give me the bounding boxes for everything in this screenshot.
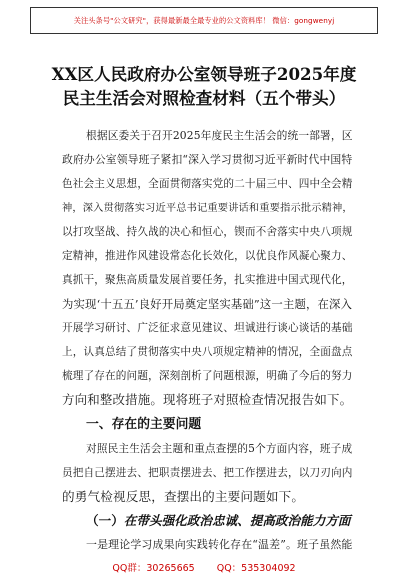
header-banner xyxy=(30,7,378,34)
paragraph-3-line: 一是理论学习成果向实践转化存在“温差”。班子虽然能 xyxy=(86,538,353,551)
subsection-title: 在带头强化政治忠诚、提高政治能力方面 xyxy=(123,513,351,528)
paragraph-1-line: 定精神，推进作风建设常态化长效化，以优良作风凝心聚力、 xyxy=(62,249,353,262)
paragraph-2-line: 员把自己摆进去、把职责摆进去、把工作摆进去，以刀刃向内 xyxy=(62,466,353,479)
paragraph-1-line: 方向和整改措施。现将班子对照检查情况报告如下。 xyxy=(62,392,353,407)
paragraph-1-line: 色社会主义思想，全面贯彻落实党的二十届三中、四中全会精 xyxy=(62,177,353,190)
footer-qq-group: QQ群：30265665 xyxy=(112,563,195,574)
paragraph-1-line: 政府办公室领导班子紧扣“深入学习贯彻习近平新时代中国特 xyxy=(62,153,353,166)
paragraph-2-line: 的勇气检视反思，查摆出的主要问题如下。 xyxy=(62,489,305,504)
paragraph-1-line: 神，深入贯彻落实习近平总书记重要讲话和重要指示批示精神， xyxy=(62,202,353,214)
subsection-number: （一） xyxy=(86,513,124,528)
paragraph-2-line: 对照民主生活会主题和重点查摆的5个方面内容，班子成 xyxy=(86,442,353,455)
paragraph-1-line: 梳理了存在的问题，深刻剖析了问题根源，明确了今后的努力 xyxy=(62,369,353,382)
footer-qq: QQ：535304092 xyxy=(216,563,296,574)
section-heading-1: 一、存在的主要问题 xyxy=(86,417,202,432)
paragraph-1-line: 上，认真总结了贯彻落实中央八项规定精神的情况，全面盘点 xyxy=(62,345,353,358)
document-title-line-1: XX区人民政府办公室领导班子2025年度 xyxy=(51,64,357,84)
header-banner-text: 关注头条号"公文研究"，获得最新最全最专业的公文资料库！ 微信：gongwenyj xyxy=(73,15,335,25)
paragraph-1-line: 以打攻坚战、持久战的决心和恒心，锲而不舍落实中央八项规 xyxy=(62,225,353,238)
paragraph-1-line: 开展学习研讨、广泛征求意见建议、坦诚进行谈心谈话的基础 xyxy=(62,321,353,334)
footer-contact xyxy=(0,560,408,574)
subsection-heading-1 xyxy=(86,513,350,529)
paragraph-1-line: 真抓干，聚焦高质量发展首要任务，扎实推进中国式现代化， xyxy=(62,273,353,286)
document-title-line-2: 民主生活会对照检查材料（五个带头） xyxy=(62,88,346,108)
paragraph-1-line: 根据区委关于召开2025年度民主生活会的统一部署，区 xyxy=(86,129,353,142)
paragraph-1-line: 为实现‘十五五’良好开局奠定坚实基础”这一主题，在深入 xyxy=(62,297,353,311)
